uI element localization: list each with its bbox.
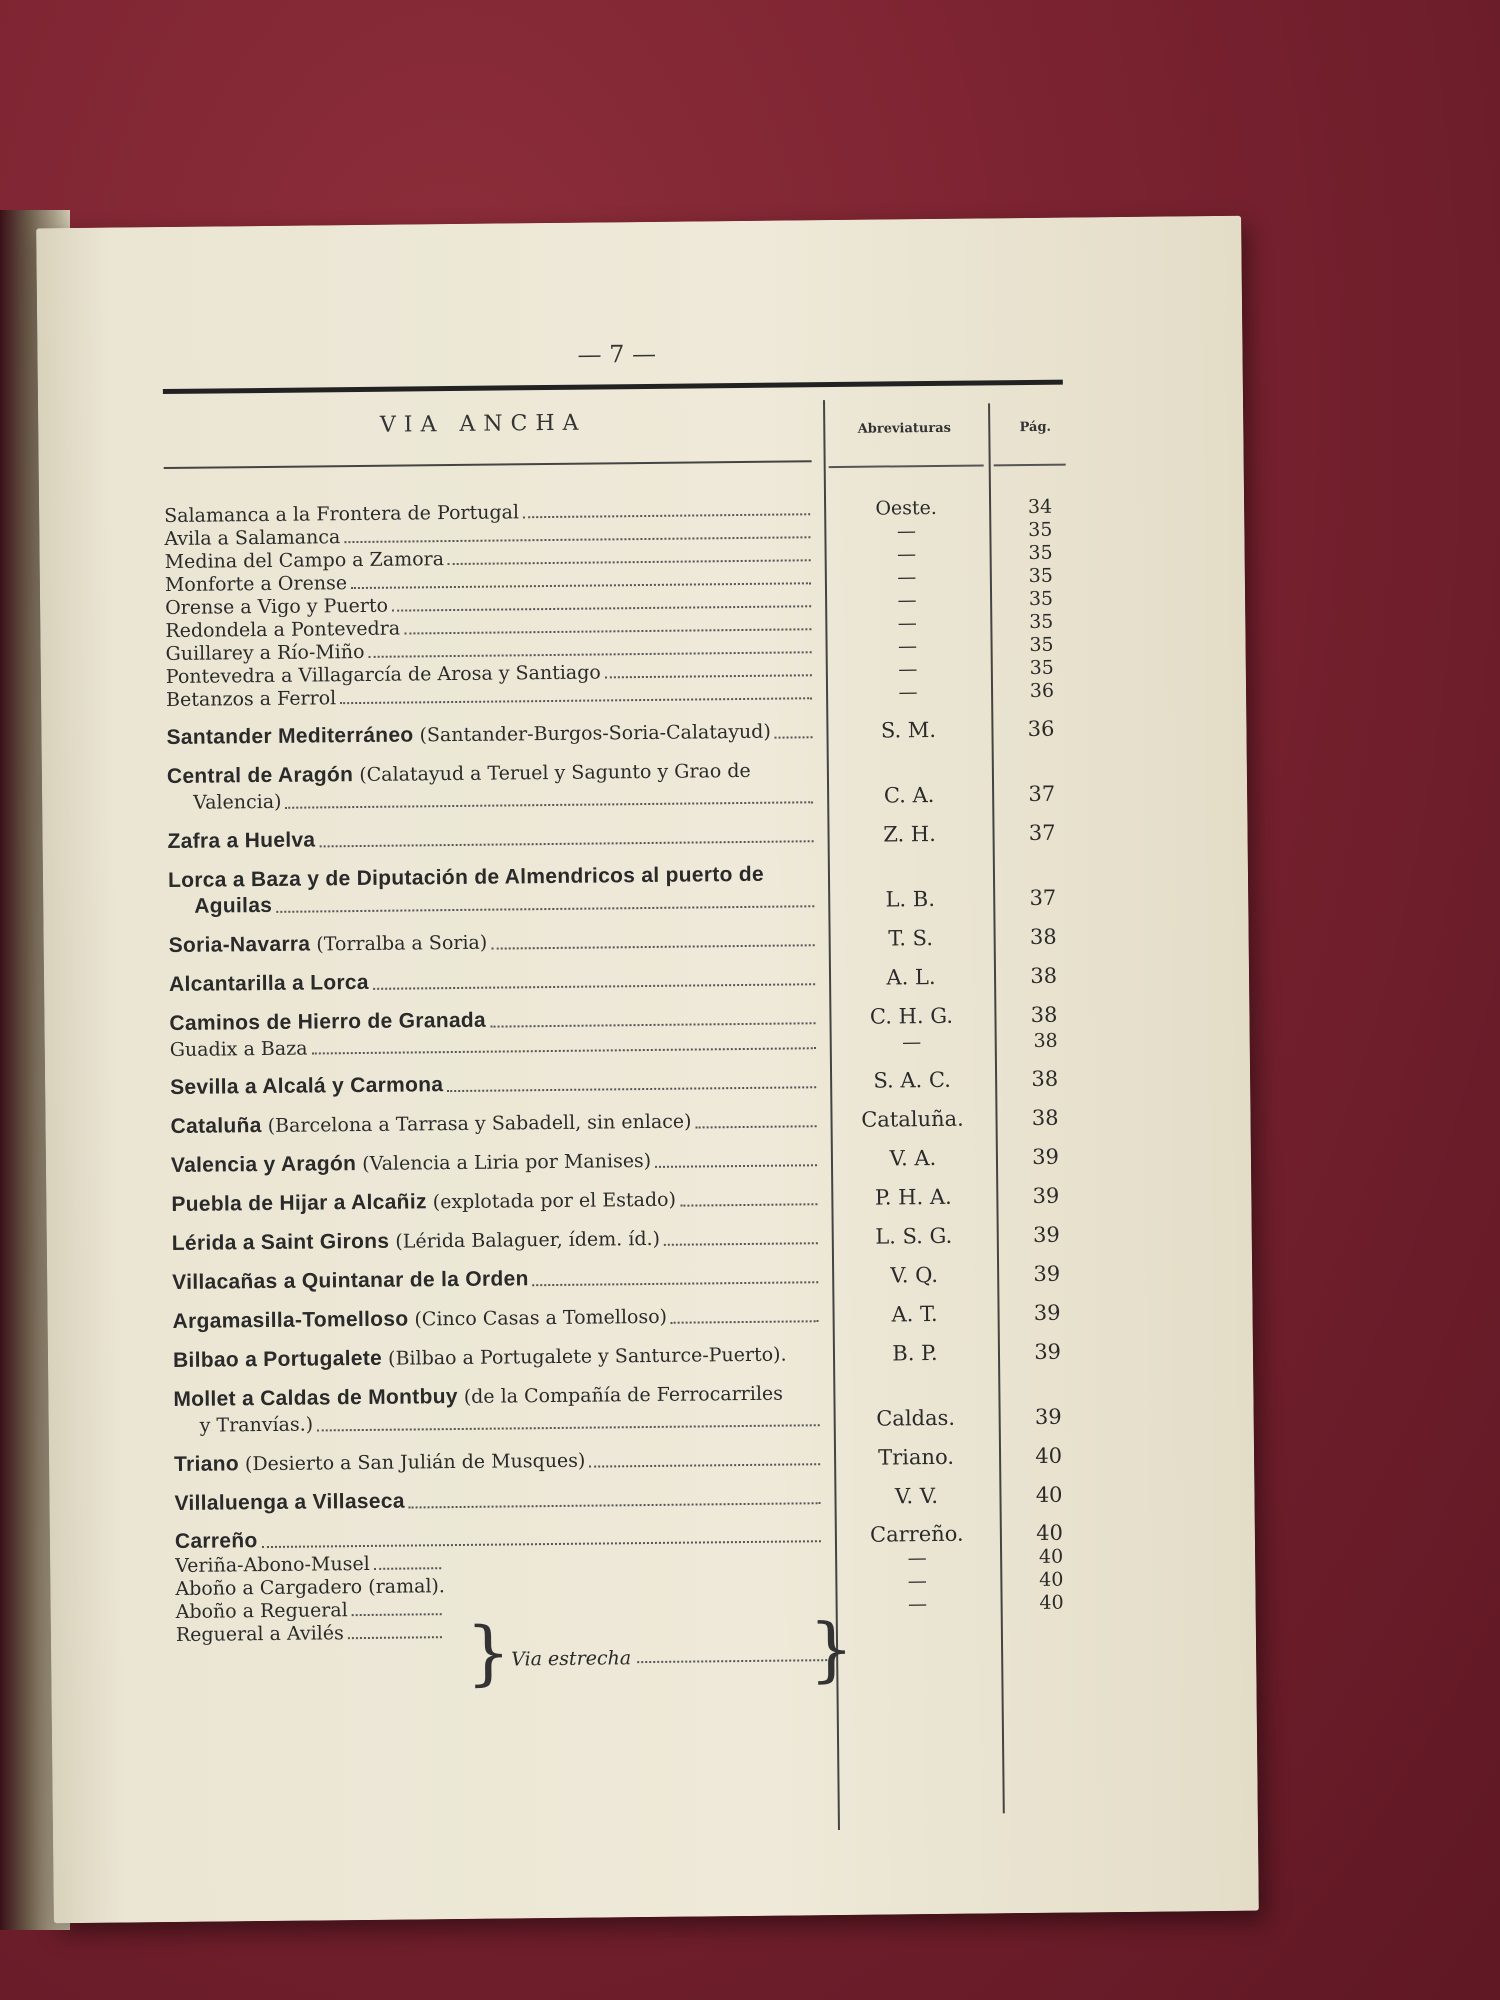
row-name [169,964,819,998]
dot-leader [447,1086,816,1092]
row-page-number: 38 [1030,963,1058,988]
table-row [168,857,1089,920]
row-page-number: 39 [1033,1300,1061,1325]
section-title: VIA ANCHA [379,410,587,438]
dot-leader [276,905,814,913]
row-name-text: Aboño a Cargadero (ramal). [175,1575,446,1600]
row-abbreviation: S. M. [880,717,937,743]
row-abbreviation: B. P. [892,1340,938,1366]
row-page-number: 40 [1038,1545,1064,1568]
dot-leader [352,1613,442,1616]
narrow-item-name [176,1598,446,1624]
row-name-bold: Alcantarilla a Lorca [168,970,369,997]
row-name [171,1184,821,1218]
dot-leader [680,1203,817,1206]
row-name [174,1444,824,1478]
dot-leader [533,1281,819,1286]
row-page-number: 40 [1039,1568,1064,1591]
table-row [170,1103,1090,1140]
table-row [173,1337,1093,1374]
row-name [169,1003,819,1037]
row-name [170,1067,820,1101]
row-page-number: 40 [1036,1520,1063,1545]
row-abbreviation: — [896,520,916,543]
row-page-number: 37 [1028,820,1056,845]
dot-leader [340,697,812,704]
page-header-underline [994,464,1066,467]
page-number: — 7 — [577,339,657,369]
dot-leader [392,605,811,611]
row-name-continuation: Valencia) [193,790,282,814]
dot-leader [262,1540,821,1548]
row-name-text: Veriña-Abono-Musel [175,1552,370,1577]
table-row [169,961,1089,998]
row-page-number: 35 [1028,518,1053,541]
dot-leader [312,1047,816,1054]
row-name-text: Orense a Vigo y Puerto [165,594,389,620]
row-name-text: Guillarey a Río-Miño [165,640,365,666]
row-name [167,756,818,816]
table-row [174,1441,1094,1478]
table-row [167,818,1087,855]
table-row [171,1142,1091,1179]
row-name-text [171,1186,676,1218]
dot-leader [696,1125,817,1128]
row-name-detail: (Calatayud a Teruel y Sagunto y Grao de [353,759,751,787]
row-name [173,1379,824,1439]
dot-leader [373,983,815,990]
row-name-bold: Santander Mediterráneo [166,723,414,750]
row-name [172,1262,822,1296]
row-abbreviation: — [898,681,918,704]
row-page-number: 35 [1029,610,1054,633]
row-name [172,1301,822,1335]
column-header-abbreviations: Abreviaturas [857,420,952,437]
dot-leader [286,801,814,809]
row-abbreviation: Cataluña. [861,1106,964,1132]
row-page-number: 38 [1031,1105,1059,1130]
dot-leader [409,1502,821,1508]
row-name-text: Betanzos a Ferrol [165,687,337,712]
row-page-number: 39 [1033,1261,1061,1286]
dot-leader [655,1164,817,1168]
row-name-detail: (Santander-Burgos-Soria-Calatayud) [413,720,771,747]
row-name-bold: Carreño [174,1529,258,1553]
row-name-text: Regueral a Avilés [175,1622,344,1646]
row-abbreviation: L. S. G. [875,1223,953,1249]
top-rule [163,380,1063,394]
row-name-text: Aboño a Regueral [175,1599,348,1623]
row-name-bold: Triano [173,1452,240,1476]
dot-leader [671,1320,819,1324]
row-abbreviation: — [898,658,918,681]
row-name-bold: Soria-Navarra [168,932,311,958]
row-name-bold: Caminos de Hierro de Granada [169,1008,487,1036]
row-abbreviation: — [907,1547,927,1570]
table-row [174,1480,1094,1517]
row-name-detail: (explotada por el Estado) [426,1188,677,1214]
row-name-text [171,1147,651,1179]
row-name [169,925,819,959]
row-name-bold: Puebla de Hijar a Alcañiz [171,1190,427,1216]
row-name-bold: Central de Aragón [166,763,354,789]
row-name-line2 [168,887,818,920]
row-name [170,1032,820,1062]
row-name-detail: (de la Compañía de Ferrocarriles [457,1382,784,1409]
row-abbreviation: — [902,1031,922,1054]
row-page-number: 39 [1034,1339,1062,1364]
dot-leader [404,628,811,634]
table-row [166,714,1086,751]
narrow-item-name [175,1575,445,1601]
dot-leader [369,651,812,658]
row-abbreviation [842,1638,994,1640]
dot-leader [775,736,813,738]
row-name-detail: (Barcelona a Tarrasa y Sabadell, sin enlace) [261,1110,692,1138]
row-name-line2 [174,1406,824,1439]
row-name-text [170,1071,443,1101]
row-abbreviation: — [907,1570,927,1593]
row-abbreviation: P. H. A. [874,1184,952,1210]
row-page-number: 35 [1029,633,1054,656]
row-name-text: Salamanca a la Frontera de Portugal [164,501,520,528]
row-name-bold: Argamasilla-Tomelloso [172,1307,409,1333]
row-page-number: 35 [1028,587,1054,610]
row-name-bold: Lérida a Saint Girons [171,1229,390,1255]
column-header-page: Pág. [1019,419,1052,436]
row-abbreviation: C. A. [883,782,935,808]
row-name-detail: (Cinco Casas a Tomelloso) [408,1305,668,1331]
table-row [169,922,1089,959]
row-page-number: 34 [1027,495,1053,518]
row-page-number: 35 [1028,541,1053,564]
row-name-detail: (Desierto a San Julián de Musques) [238,1449,586,1476]
row-name [168,860,819,920]
row-page-number: 38 [1029,924,1057,949]
row-page-number: 39 [1032,1144,1060,1169]
row-name-text [172,1265,529,1296]
row-name-bold: Zafra a Huelva [167,828,316,854]
row-name-text [169,969,369,998]
row-abbreviation: Z. H. [883,821,936,847]
row-page-number: 35 [1028,564,1053,587]
table-row [167,753,1088,816]
row-abbreviation: V. V. [894,1483,939,1509]
row-page-number: 39 [1032,1183,1060,1208]
row-name-text [169,1007,486,1037]
row-page-number: 38 [1030,1002,1058,1027]
table-row [171,1181,1091,1218]
row-abbreviation: — [897,612,917,635]
row-name-text [174,1447,586,1478]
row-page-number: 37 [1028,781,1056,806]
index-table [164,495,1096,1647]
row-name-line2 [167,783,817,816]
dot-leader [523,513,810,518]
row-name-bold: Villacañas a Quintanar de la Orden [172,1267,529,1294]
table-row [172,1220,1092,1257]
abbr-header-underline [829,464,984,468]
row-abbreviation: Caldas. [876,1405,956,1431]
dot-leader [448,559,811,565]
book-page [36,216,1259,1924]
row-name-text: Medina del Campo a Zamora [164,548,445,574]
row-name-text [167,826,315,855]
row-abbreviation: — [897,589,917,612]
row-name-bold: Valencia y Aragón [170,1152,357,1177]
row-name-text [172,1225,660,1257]
row-name-bold: Cataluña [170,1114,262,1138]
row-name-text [174,1488,405,1517]
dot-leader [490,1022,816,1027]
table-row [170,1064,1090,1101]
row-abbreviation: V. A. [889,1145,937,1171]
brace-right: } [808,1607,855,1691]
dot-leader [348,1636,442,1639]
row-page-number: 40 [1035,1443,1063,1468]
dot-leader [664,1242,818,1246]
row-abbreviation: A. L. [886,964,936,990]
narrow-item-name [176,1621,446,1647]
row-abbreviation: A. T. [891,1301,938,1327]
dot-leader [351,582,811,589]
row-name [167,821,817,855]
row-name [172,1223,822,1257]
dot-leader [491,944,814,949]
dot-leader [374,1567,441,1570]
row-abbreviation: — [897,543,917,566]
row-abbreviation: S. A. C. [873,1067,952,1093]
row-name-bold: Lorca a Baza y de Diputación de Almendricos al puerto de [167,862,765,893]
row-name-continuation: y Tranvías.) [199,1413,314,1437]
row-page-number: 39 [1034,1404,1062,1429]
row-name-text: Monforte a Orense [164,572,348,597]
row-name-detail: (Valencia a Liria por Manises) [356,1149,652,1176]
brace-left: } [465,1611,512,1694]
dot-leader [344,536,810,543]
table-row [173,1376,1094,1439]
row-name [166,717,816,751]
row-page-number: 40 [1039,1591,1064,1614]
row-name-detail: (Torralba a Soria) [310,931,488,956]
row-abbreviation: C. H. G. [869,1003,954,1029]
row-abbreviation: T. S. [888,926,934,951]
row-name [173,1340,823,1374]
row-page-number: 38 [1031,1066,1059,1091]
row-page-number: 36 [1027,716,1055,741]
row-abbreviation: Oeste. [875,496,938,520]
dot-leader [589,1463,820,1467]
row-name-detail: (Bilbao a Portugalete y Santurce-Puerto). [381,1343,787,1370]
via-estrecha-label: Via estrecha [511,1645,827,1670]
row-name-text: Redondela a Pontevedra [165,617,401,643]
row-name-text [172,1303,667,1335]
row-name-bold: Villaluenga a Villaseca [174,1489,405,1515]
row-abbreviation: V. Q. [890,1262,939,1288]
row-name-detail: (Lérida Balaguer, ídem. íd.) [389,1227,661,1253]
row-name [170,1106,820,1140]
row-page-number: 38 [1033,1029,1058,1052]
row-name-text [173,1341,787,1374]
table-row [172,1259,1092,1296]
row-name-text [166,718,771,751]
row-page-number: 35 [1029,656,1054,679]
row-name-text: Guadix a Baza [169,1037,308,1062]
row-name [171,1145,821,1179]
row-name-continuation: Aguilas [194,893,273,918]
row-page-number: 36 [1029,679,1055,702]
row-abbreviation: — [897,635,918,658]
row-name-bold: Mollet a Caldas de Montbuy [173,1385,458,1411]
row-name [174,1483,824,1517]
row-abbreviation: — [897,566,917,589]
row-page-number: 39 [1032,1222,1060,1247]
dot-leader [605,674,812,678]
dot-leader [317,1424,820,1431]
row-abbreviation: Triano. [878,1444,955,1470]
narrow-item-name [175,1552,445,1578]
row-name-text [169,929,488,959]
row-name-bold: Sevilla a Alcalá y Carmona [170,1073,444,1099]
row-abbreviation: Carreño. [869,1521,964,1547]
row-abbreviation: — [907,1593,928,1616]
row-name-text [170,1108,691,1140]
row-name-text: Avila a Salamanca [164,526,341,551]
table-row [172,1298,1092,1335]
row-abbreviation: L. B. [885,886,936,912]
dot-leader [319,840,813,847]
row-name-bold: Bilbao a Portugalete [172,1346,383,1372]
row-page-number: 37 [1029,885,1057,910]
row-name-text: Pontevedra a Villagarcía de Arosa y Santiago [165,661,601,689]
row-page-number [994,1638,1078,1639]
title-underline [164,460,812,469]
row-page-number: 40 [1035,1482,1063,1507]
